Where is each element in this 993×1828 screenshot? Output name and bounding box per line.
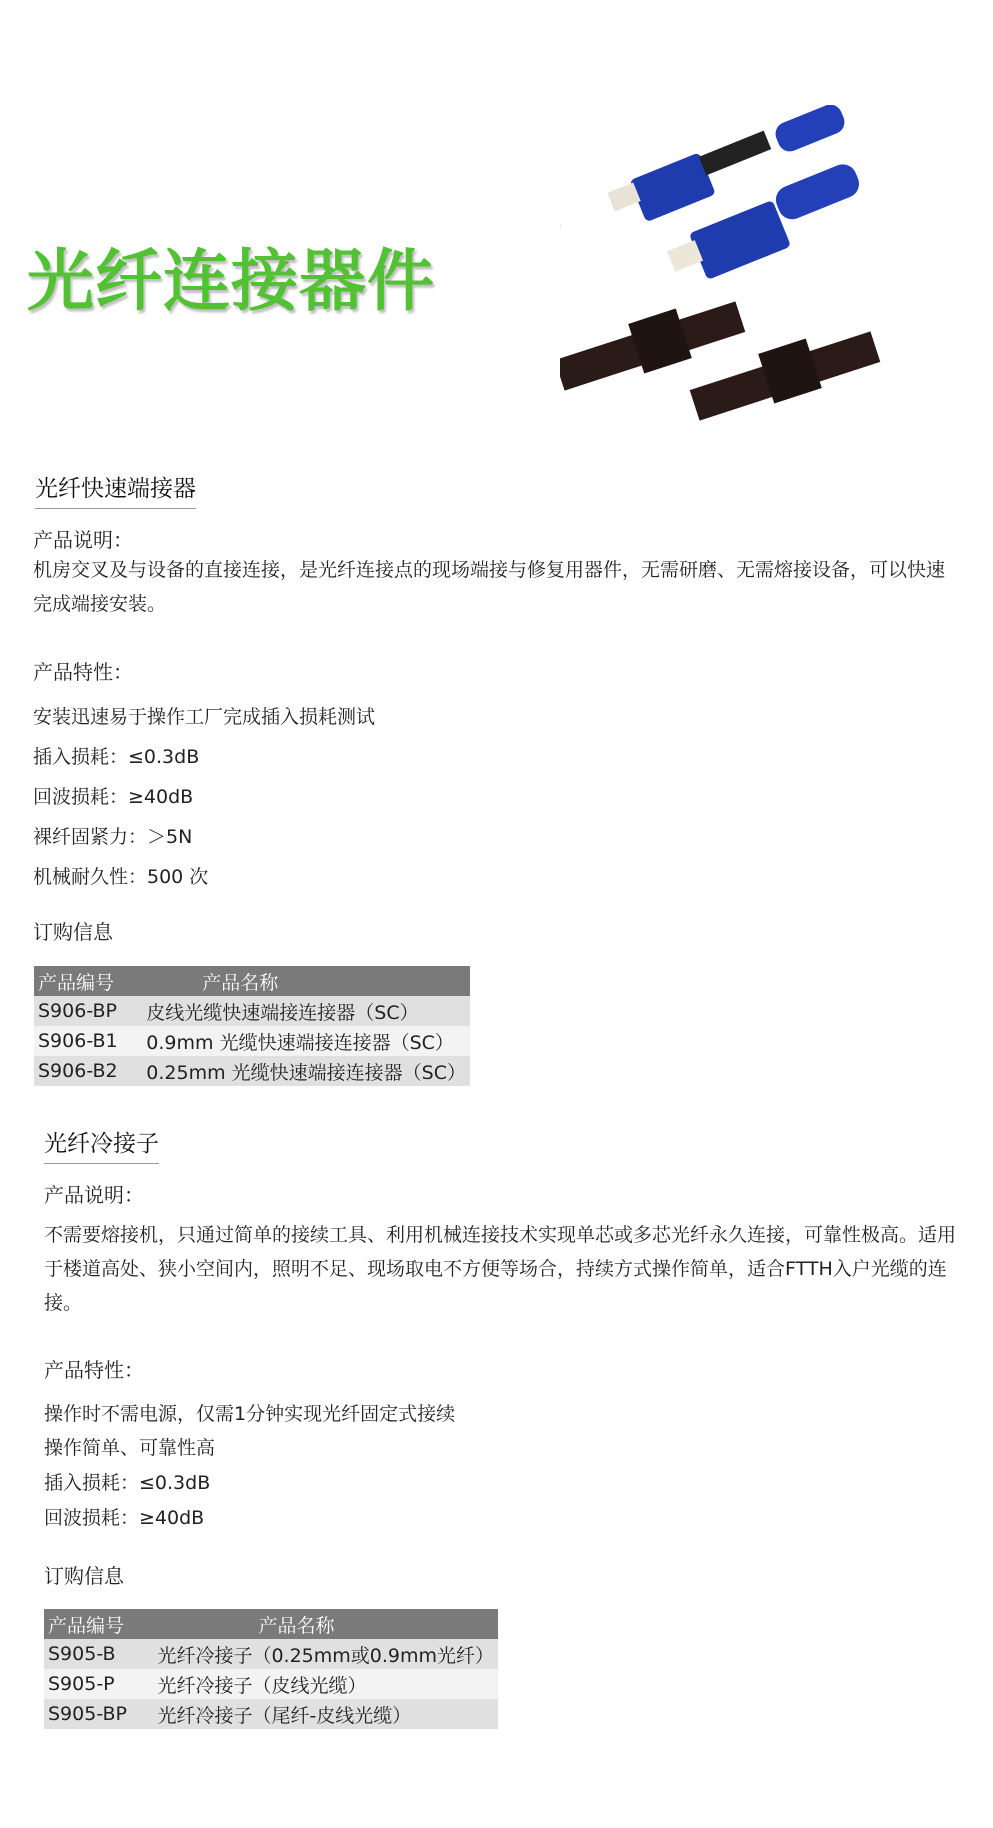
section2-feature-item: 插入损耗：≤0.3dB — [44, 1472, 211, 1494]
table-header-code: 产品编号 — [44, 1609, 153, 1639]
section1-order-label: 订购信息 — [33, 920, 113, 944]
table-header-name: 产品名称 — [142, 966, 470, 996]
table-cell-code: S906-B1 — [34, 1026, 142, 1056]
table-header-code: 产品编号 — [34, 966, 142, 996]
section-title-fast-connector: 光纤快速端接器 — [35, 470, 196, 509]
table-cell-code: S905-B — [44, 1639, 153, 1669]
table-row — [34, 996, 470, 1026]
table-header-row — [34, 966, 470, 996]
table-row — [44, 1639, 498, 1669]
section1-feature-item: 裸纤固紧力：＞5N — [33, 826, 193, 848]
section2-features-label: 产品特性： — [44, 1358, 144, 1382]
table-row — [44, 1669, 498, 1699]
table-row — [44, 1699, 498, 1729]
section2-desc-label: 产品说明： — [44, 1183, 144, 1207]
table-cell-code: S906-BP — [34, 996, 142, 1026]
table-header-row — [44, 1609, 498, 1639]
connector-product-image — [560, 105, 900, 435]
table-cell-name: 0.25mm 光缆快速端接连接器（SC） — [142, 1056, 470, 1086]
table-row — [34, 1026, 470, 1056]
section1-feature-item: 机械耐久性：500 次 — [33, 866, 209, 888]
table-cell-name: 光纤冷接子（皮线光缆） — [153, 1669, 498, 1699]
section2-order-label: 订购信息 — [44, 1564, 124, 1588]
table-header-name: 产品名称 — [153, 1609, 498, 1639]
table-cell-name: 皮线光缆快速端接连接器（SC） — [142, 996, 470, 1026]
section2-feature-item: 回波损耗：≥40dB — [44, 1507, 205, 1529]
section1-features-label: 产品特性： — [33, 660, 133, 684]
blue-cap-icon — [772, 105, 848, 155]
table-row — [34, 1056, 470, 1086]
section1-desc-label: 产品说明： — [33, 528, 133, 552]
section2-feature-item: 操作时不需电源，仅需1分钟实现光纤固定式接续 — [44, 1403, 456, 1425]
hero-title: 光纤连接器件 — [27, 242, 435, 320]
splice-body-right-icon — [690, 331, 881, 420]
table-cell-code: S905-P — [44, 1669, 153, 1699]
section1-description: 机房交叉及与设备的直接连接，是光纤连接点的现场端接与修复用器件，无需研磨、无需熔接设备，可以快速完成端接安装。 — [33, 559, 946, 615]
section1-feature-item: 回波损耗：≥40dB — [33, 786, 194, 808]
splice-body-left-icon — [560, 301, 745, 390]
table-cell-code: S905-BP — [44, 1699, 153, 1729]
table-cell-name: 光纤冷接子（0.25mm或0.9mm光纤） — [153, 1639, 498, 1669]
table-cell-name: 光纤冷接子（尾纤-皮线光缆） — [153, 1699, 498, 1729]
table-cell-code: S906-B2 — [34, 1056, 142, 1086]
table-cell-name: 0.9mm 光缆快速端接连接器（SC） — [142, 1026, 470, 1056]
section1-feature-item: 安装迅速易于操作工厂完成插入损耗测试 — [33, 706, 376, 728]
section2-order-table — [44, 1609, 498, 1729]
section2-feature-item: 操作简单、可靠性高 — [44, 1437, 216, 1459]
section2-description: 不需要熔接机，只通过简单的接续工具、利用机械连接技术实现单芯或多芯光纤永久连接，可靠性极高。适用于楼道高处、狭小空间内，照明不足、现场取电不方便等场合，持续方式操作简单，适合FTTH入户光缆的连接。 — [44, 1224, 957, 1314]
section1-order-table — [34, 966, 470, 1086]
section-title-cold-splice: 光纤冷接子 — [44, 1125, 159, 1164]
section1-feature-item: 插入损耗：≤0.3dB — [33, 746, 200, 768]
